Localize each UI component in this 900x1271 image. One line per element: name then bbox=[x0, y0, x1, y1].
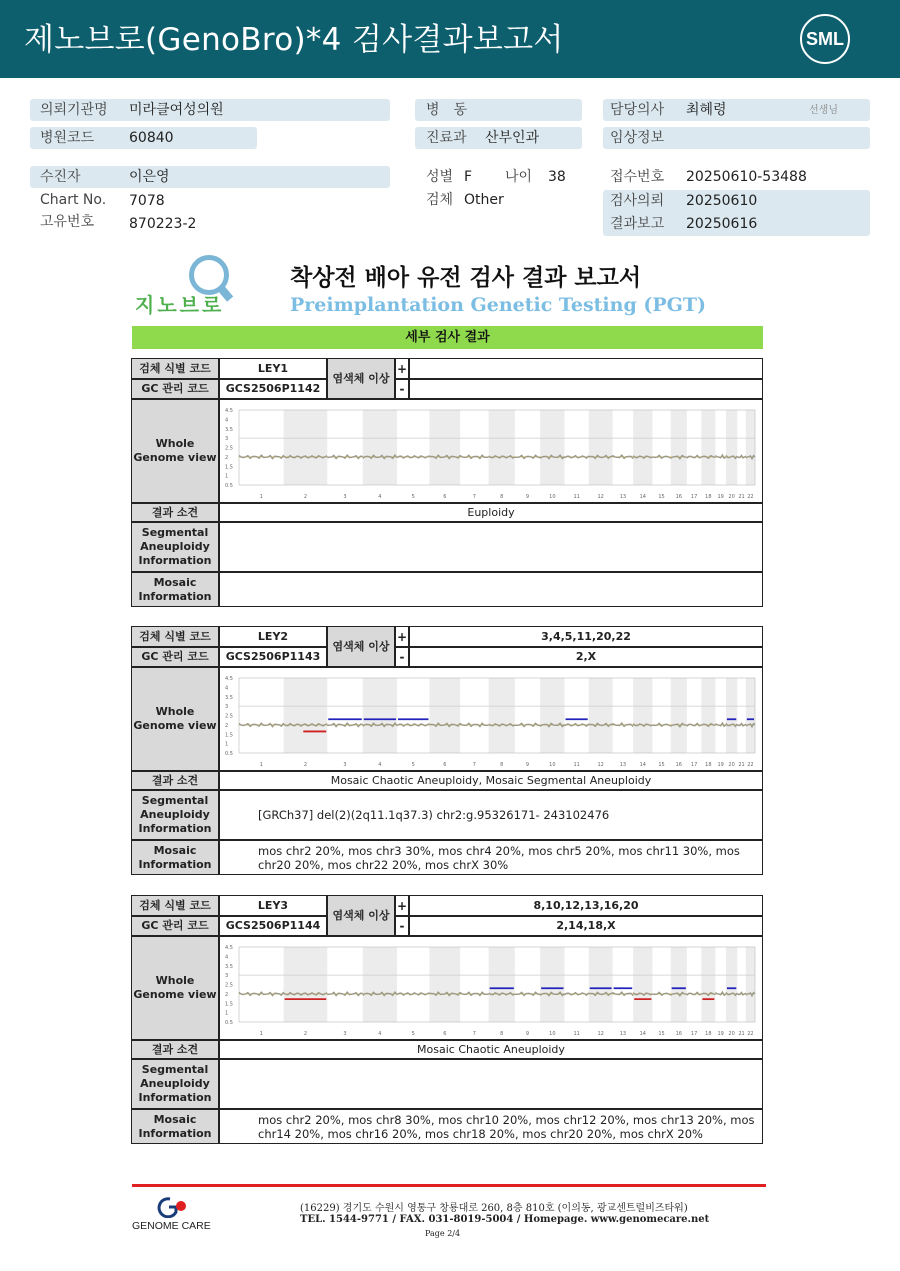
footer-contact: TEL. 1544-9771 / FAX. 031-8019-5004 / Homepage. www.genomecare.net bbox=[300, 1214, 710, 1225]
x-tick-label: 17 bbox=[690, 1031, 698, 1037]
request-value: 20250610 bbox=[686, 193, 758, 209]
x-tick-label: 17 bbox=[690, 762, 698, 768]
chromosome-band bbox=[671, 678, 687, 753]
y-tick-label: 1 bbox=[225, 1010, 229, 1017]
specimen-code-value: LEY1 bbox=[219, 358, 327, 379]
y-tick-label: 3.5 bbox=[225, 963, 233, 970]
mosaic-label: Mosaic Information bbox=[131, 1109, 219, 1144]
chromosome-band bbox=[701, 947, 715, 1022]
age-label: 나이 bbox=[505, 169, 533, 185]
gain-chromosomes: 8,10,12,13,16,20 bbox=[409, 895, 763, 916]
y-tick-label: 1 bbox=[225, 741, 229, 748]
copy-number-trace bbox=[613, 723, 634, 727]
y-tick-label: 1 bbox=[225, 473, 229, 480]
patient-name: 이은영 bbox=[129, 169, 170, 185]
ward-label: 병 동 bbox=[426, 102, 468, 118]
receipt-value: 20250610-53488 bbox=[686, 169, 807, 185]
x-tick-label: 20 bbox=[728, 762, 735, 768]
y-tick-label: 2.5 bbox=[225, 445, 233, 452]
receipt-label: 접수번호 bbox=[610, 169, 665, 185]
chromosome-band bbox=[633, 678, 652, 753]
x-tick-label: 22 bbox=[747, 1031, 754, 1037]
y-tick-label: 0.5 bbox=[225, 483, 233, 489]
x-tick-label: 5 bbox=[411, 494, 415, 500]
y-tick-label: 0.5 bbox=[225, 751, 233, 757]
x-tick-label: 4 bbox=[378, 762, 382, 768]
copy-number-trace bbox=[397, 724, 430, 726]
x-tick-label: 14 bbox=[639, 494, 647, 500]
copy-number-trace bbox=[565, 724, 589, 727]
report-title: 제노브로(GenoBro)*4 검사결과보고서 bbox=[24, 22, 564, 58]
segmental-label: Segmental Aneuploidy Information bbox=[131, 1059, 219, 1109]
finding-value: Mosaic Chaotic Aneuploidy, Mosaic Segmental Aneuploidy bbox=[219, 771, 763, 790]
x-tick-label: 15 bbox=[658, 1031, 665, 1037]
genome-care-logo bbox=[132, 1196, 222, 1236]
gc-code-value: GCS2506P1143 bbox=[219, 647, 327, 667]
specimen-label: 검체 bbox=[426, 192, 454, 208]
copy-number-trace bbox=[397, 456, 430, 458]
x-tick-label: 1 bbox=[259, 494, 263, 500]
copy-number-trace bbox=[397, 993, 430, 995]
x-tick-label: 19 bbox=[717, 1031, 724, 1037]
x-tick-label: 16 bbox=[675, 1031, 682, 1037]
genome-care-text: GENOME CARE bbox=[132, 1220, 211, 1232]
copy-number-trace bbox=[687, 723, 702, 726]
abnormality-label: 염색체 이상 bbox=[327, 895, 395, 936]
chart-value: 7078 bbox=[129, 193, 165, 209]
age-value: 38 bbox=[548, 169, 566, 185]
sex-label: 성별 bbox=[426, 169, 454, 185]
genome-plot bbox=[221, 669, 763, 771]
x-tick-label: 19 bbox=[717, 762, 724, 768]
x-tick-label: 12 bbox=[597, 1031, 604, 1037]
loss-sign: - bbox=[395, 916, 409, 936]
loss-chromosomes: 2,14,18,X bbox=[409, 916, 763, 936]
x-tick-label: 15 bbox=[658, 762, 665, 768]
x-tick-label: 6 bbox=[443, 762, 447, 768]
x-tick-label: 10 bbox=[549, 762, 556, 768]
genobro-logo bbox=[135, 255, 245, 315]
chromosome-band bbox=[746, 678, 755, 753]
x-tick-label: 16 bbox=[675, 494, 682, 500]
copy-number-trace bbox=[565, 456, 589, 459]
chromosome-band bbox=[589, 678, 613, 753]
x-tick-label: 18 bbox=[705, 1031, 712, 1037]
hospital-code-value: 60840 bbox=[129, 130, 174, 146]
institution-value: 미라클여성의원 bbox=[129, 102, 224, 118]
finding-label: 결과 소견 bbox=[131, 771, 219, 790]
pgt-title-english: Preimplantation Genetic Testing (PGT) bbox=[290, 294, 706, 316]
dept-label: 진료과 bbox=[426, 130, 467, 146]
copy-number-trace bbox=[613, 992, 634, 996]
chromosome-band bbox=[633, 947, 652, 1022]
copy-number-trace bbox=[460, 455, 489, 458]
chromosome-band bbox=[671, 947, 687, 1022]
pgt-title-korean: 착상전 배아 유전 검사 결과 보고서 bbox=[290, 265, 642, 291]
chromosome-band bbox=[540, 947, 564, 1022]
chromosome-band bbox=[726, 947, 737, 1022]
chromosome-band bbox=[489, 947, 515, 1022]
x-tick-label: 4 bbox=[378, 1031, 382, 1037]
patient-label: 수진자 bbox=[40, 169, 81, 185]
abnormality-label: 염색체 이상 bbox=[327, 358, 395, 399]
copy-number-trace bbox=[460, 992, 489, 995]
x-tick-label: 9 bbox=[525, 762, 530, 768]
y-tick-label: 1.5 bbox=[225, 464, 233, 471]
specimen-code-label: 검체 식별 코드 bbox=[131, 626, 219, 647]
x-tick-label: 22 bbox=[747, 494, 754, 500]
mosaic-label: Mosaic Information bbox=[131, 572, 219, 607]
finding-label: 결과 소견 bbox=[131, 503, 219, 522]
gain-sign: + bbox=[395, 626, 409, 647]
chromosome-band bbox=[726, 678, 737, 753]
request-label: 검사의뢰 bbox=[610, 193, 665, 209]
doctor-label: 담당의사 bbox=[610, 102, 665, 118]
gc-code-value: GCS2506P1142 bbox=[219, 379, 327, 399]
x-tick-label: 11 bbox=[573, 762, 580, 768]
sample-block bbox=[132, 359, 763, 608]
chromosome-band bbox=[540, 678, 564, 753]
mosaic-label: Mosaic Information bbox=[131, 840, 219, 875]
x-tick-label: 16 bbox=[675, 762, 682, 768]
y-tick-label: 4 bbox=[225, 685, 229, 692]
x-tick-label: 10 bbox=[549, 1031, 556, 1037]
y-tick-label: 3 bbox=[225, 704, 229, 711]
chromosome-band bbox=[746, 410, 755, 485]
y-tick-label: 4 bbox=[225, 954, 229, 961]
y-tick-label: 1.5 bbox=[225, 732, 233, 739]
x-tick-label: 14 bbox=[639, 1031, 647, 1037]
y-tick-label: 1.5 bbox=[225, 1001, 233, 1008]
dept-value: 산부인과 bbox=[485, 130, 540, 146]
hospital-code-label: 병원코드 bbox=[40, 130, 95, 146]
gain-sign: + bbox=[395, 358, 409, 379]
specimen-value: Other bbox=[464, 192, 504, 208]
mosaic-value: mos chr2 20%, mos chr8 30%, mos chr10 20%, mos chr12 20%, mos chr13 20%, mos chr14 20%, mos chr16 20%, mos chr18 20%, mos chr20 20%, mos chrX 20% bbox=[219, 1109, 763, 1144]
whole-genome-cell bbox=[219, 936, 763, 1040]
gc-code-label: GC 관리 코드 bbox=[131, 647, 219, 667]
chromosome-band bbox=[489, 410, 515, 485]
chromosome-band bbox=[701, 678, 715, 753]
copy-number-trace bbox=[613, 455, 634, 459]
y-tick-label: 2 bbox=[225, 722, 229, 729]
x-tick-label: 5 bbox=[411, 1031, 415, 1037]
x-tick-label: 2 bbox=[303, 494, 308, 500]
copy-number-trace bbox=[737, 724, 746, 726]
chromosome-band bbox=[429, 678, 460, 753]
x-tick-label: 13 bbox=[619, 762, 627, 768]
x-tick-label: 20 bbox=[728, 494, 735, 500]
x-tick-label: 14 bbox=[639, 762, 647, 768]
gain-sign: + bbox=[395, 895, 409, 916]
x-tick-label: 22 bbox=[747, 762, 754, 768]
x-tick-label: 5 bbox=[411, 762, 415, 768]
y-tick-label: 2.5 bbox=[225, 982, 233, 989]
segmental-label: Segmental Aneuploidy Information bbox=[131, 522, 219, 572]
chromosome-band bbox=[633, 410, 652, 485]
x-tick-label: 11 bbox=[573, 494, 580, 500]
whole-genome-label: Whole Genome view bbox=[131, 667, 219, 771]
y-tick-label: 2 bbox=[225, 991, 229, 998]
x-tick-label: 4 bbox=[378, 494, 382, 500]
x-tick-label: 3 bbox=[343, 494, 347, 500]
chromosome-band bbox=[284, 678, 328, 753]
x-tick-label: 3 bbox=[343, 762, 347, 768]
x-tick-label: 8 bbox=[500, 1031, 504, 1037]
section-heading: 세부 검사 결과 bbox=[132, 326, 763, 349]
header-bar bbox=[0, 0, 900, 78]
whole-genome-label: Whole Genome view bbox=[131, 399, 219, 503]
specimen-code-label: 검체 식별 코드 bbox=[131, 895, 219, 916]
whole-genome-cell bbox=[219, 399, 763, 503]
sample-block bbox=[132, 896, 763, 1145]
chromosome-band bbox=[429, 410, 460, 485]
chromosome-band bbox=[429, 947, 460, 1022]
x-tick-label: 20 bbox=[728, 1031, 735, 1037]
id-label: 고유번호 bbox=[40, 214, 95, 230]
genome-care-icon bbox=[156, 1196, 190, 1218]
footer-address: (16229) 경기도 수원시 영통구 창룡대로 260, 8층 810호 (이의동, 광교센트럴비즈타워) bbox=[300, 1203, 688, 1214]
x-tick-label: 1 bbox=[259, 762, 263, 768]
chromosome-band bbox=[363, 410, 397, 485]
chromosome-band bbox=[363, 947, 397, 1022]
sex-value: F bbox=[464, 169, 473, 185]
x-tick-label: 6 bbox=[443, 494, 447, 500]
segmental-label: Segmental Aneuploidy Information bbox=[131, 790, 219, 840]
institution-label: 의뢰기관명 bbox=[40, 102, 108, 118]
x-tick-label: 12 bbox=[597, 494, 604, 500]
segmental-value bbox=[219, 522, 763, 572]
y-tick-label: 2 bbox=[225, 454, 229, 461]
chromosome-band bbox=[284, 410, 328, 485]
abnormality-label: 염색체 이상 bbox=[327, 626, 395, 667]
genome-plot bbox=[221, 401, 763, 503]
chromosome-band bbox=[363, 678, 397, 753]
x-tick-label: 19 bbox=[717, 494, 724, 500]
x-tick-label: 8 bbox=[500, 762, 504, 768]
x-tick-label: 3 bbox=[343, 1031, 347, 1037]
genobro-logo-text: 지노브로 bbox=[135, 293, 225, 317]
x-tick-label: 10 bbox=[549, 494, 556, 500]
x-tick-label: 17 bbox=[690, 494, 698, 500]
loss-chromosomes bbox=[409, 379, 763, 399]
chromosome-band bbox=[671, 410, 687, 485]
loss-sign: - bbox=[395, 647, 409, 667]
x-tick-label: 2 bbox=[303, 1031, 308, 1037]
x-tick-label: 9 bbox=[525, 494, 530, 500]
whole-genome-cell bbox=[219, 667, 763, 771]
x-tick-label: 21 bbox=[738, 494, 745, 500]
chromosome-band bbox=[489, 678, 515, 753]
x-tick-label: 13 bbox=[619, 494, 627, 500]
y-tick-label: 4.5 bbox=[225, 408, 233, 414]
page-number: Page 2/4 bbox=[425, 1229, 461, 1238]
y-tick-label: 4.5 bbox=[225, 945, 233, 951]
gc-code-label: GC 관리 코드 bbox=[131, 379, 219, 399]
clinical-label: 임상정보 bbox=[610, 130, 665, 146]
sml-logo: SML bbox=[800, 14, 850, 64]
x-tick-label: 7 bbox=[472, 762, 476, 768]
mosaic-value bbox=[219, 572, 763, 607]
y-tick-label: 3 bbox=[225, 973, 229, 980]
y-tick-label: 4 bbox=[225, 417, 229, 424]
copy-number-trace bbox=[737, 456, 746, 458]
specimen-code-value: LEY3 bbox=[219, 895, 327, 916]
chromosome-band bbox=[726, 410, 737, 485]
finding-label: 결과 소견 bbox=[131, 1040, 219, 1059]
report-date-value: 20250616 bbox=[686, 216, 758, 232]
copy-number-trace bbox=[565, 993, 589, 996]
x-tick-label: 21 bbox=[738, 1031, 745, 1037]
chart-label: Chart No. bbox=[40, 192, 107, 208]
patient-row-bg bbox=[30, 166, 390, 188]
x-tick-label: 11 bbox=[573, 1031, 580, 1037]
chromosome-band bbox=[284, 947, 328, 1022]
gain-chromosomes bbox=[409, 358, 763, 379]
x-tick-label: 7 bbox=[472, 494, 476, 500]
x-tick-label: 18 bbox=[705, 494, 712, 500]
genome-plot bbox=[221, 938, 763, 1040]
loss-sign: - bbox=[395, 379, 409, 399]
doctor-value: 최혜령 bbox=[686, 102, 727, 118]
finding-value: Euploidy bbox=[219, 503, 763, 522]
y-tick-label: 3.5 bbox=[225, 426, 233, 433]
y-tick-label: 2.5 bbox=[225, 713, 233, 720]
chromosome-band bbox=[540, 410, 564, 485]
x-tick-label: 12 bbox=[597, 762, 604, 768]
copy-number-trace bbox=[460, 723, 489, 726]
y-tick-label: 3 bbox=[225, 436, 229, 443]
doctor-suffix: 선생님 bbox=[809, 105, 838, 116]
gain-chromosomes: 3,4,5,11,20,22 bbox=[409, 626, 763, 647]
gc-code-value: GCS2506P1144 bbox=[219, 916, 327, 936]
chromosome-band bbox=[746, 947, 755, 1022]
id-value: 870223-2 bbox=[129, 216, 197, 232]
chromosome-band bbox=[589, 410, 613, 485]
segmental-value: [GRCh37] del(2)(2q11.1q37.3) chr2:g.95326171- 243102476 bbox=[219, 790, 763, 840]
x-tick-label: 21 bbox=[738, 762, 745, 768]
report-date-label: 결과보고 bbox=[610, 216, 665, 232]
footer-divider bbox=[132, 1184, 766, 1187]
x-tick-label: 6 bbox=[443, 1031, 447, 1037]
x-tick-label: 13 bbox=[619, 1031, 627, 1037]
chromosome-band bbox=[701, 410, 715, 485]
x-tick-label: 8 bbox=[500, 494, 504, 500]
y-tick-label: 0.5 bbox=[225, 1020, 233, 1026]
chromosome-band bbox=[589, 947, 613, 1022]
x-tick-label: 7 bbox=[472, 1031, 476, 1037]
specimen-code-value: LEY2 bbox=[219, 626, 327, 647]
x-tick-label: 2 bbox=[303, 762, 308, 768]
segmental-value bbox=[219, 1059, 763, 1109]
finding-value: Mosaic Chaotic Aneuploidy bbox=[219, 1040, 763, 1059]
y-tick-label: 4.5 bbox=[225, 676, 233, 682]
copy-number-trace bbox=[687, 992, 702, 995]
y-tick-label: 3.5 bbox=[225, 694, 233, 701]
x-tick-label: 1 bbox=[259, 1031, 263, 1037]
whole-genome-label: Whole Genome view bbox=[131, 936, 219, 1040]
loss-chromosomes: 2,X bbox=[409, 647, 763, 667]
gc-code-label: GC 관리 코드 bbox=[131, 916, 219, 936]
sample-block bbox=[132, 627, 763, 876]
copy-number-trace bbox=[737, 993, 746, 995]
x-tick-label: 9 bbox=[525, 1031, 530, 1037]
x-tick-label: 15 bbox=[658, 494, 665, 500]
specimen-code-label: 검체 식별 코드 bbox=[131, 358, 219, 379]
mosaic-value: mos chr2 20%, mos chr3 30%, mos chr4 20%, mos chr5 20%, mos chr11 30%, mos chr20 20%, mos chr22 20%, mos chrX 30% bbox=[219, 840, 763, 875]
x-tick-label: 18 bbox=[705, 762, 712, 768]
